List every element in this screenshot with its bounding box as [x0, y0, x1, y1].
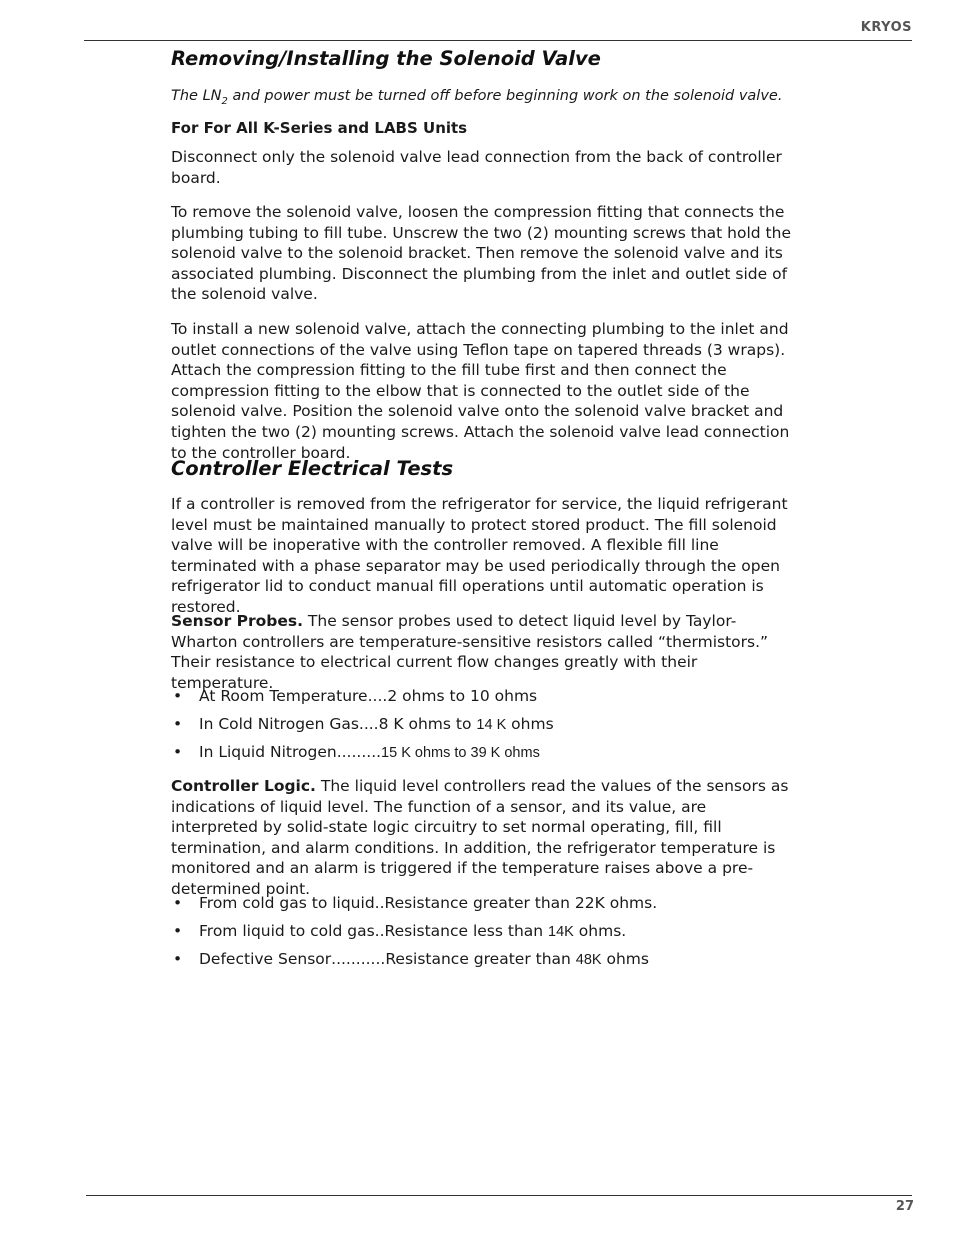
- header-brand: KRYOS: [860, 20, 912, 35]
- list-item: [171, 742, 554, 770]
- safety-note: [171, 86, 782, 112]
- item-leader: ....: [367, 687, 388, 705]
- page-number: 27: [895, 1199, 914, 1214]
- list-item: [171, 921, 657, 949]
- item-leader: .........: [336, 743, 382, 761]
- item-value: 8 K ohms to: [378, 715, 477, 733]
- logic-resistance-list: [171, 893, 657, 977]
- lead-controller-logic: Controller Logic.: [171, 777, 316, 795]
- item-label: From cold gas to liquid: [199, 894, 375, 912]
- item-value-unit: ohms: [601, 950, 649, 968]
- item-value-figure: 14K: [548, 924, 574, 940]
- paragraph-disconnect: [171, 147, 796, 188]
- item-value: Resistance greater than 22K ohms.: [384, 894, 658, 912]
- item-label: Defective Sensor: [199, 950, 332, 968]
- note-text-rest: and power must be turned off before beginning work on the solenoid valve.: [227, 88, 783, 104]
- item-value: 2 ohms to 10 ohms: [387, 687, 538, 705]
- paragraph-text: To install a new solenoid valve, attach the connecting plumbing to the inlet and outlet connections of the valve using Teflon tape on tapered threads (3 wraps). Attach the compression fitting to the fill tube first and then connect the compression fitting to the elbow that is connected to the outlet side of the solenoid valve. Position the solenoid valve onto the solenoid valve bracket and tighten the two (2) mounting screws. Attach the solenoid valve lead connection to the controller board.: [171, 320, 790, 462]
- item-leader: ..: [374, 922, 385, 940]
- paragraph-text: [171, 776, 796, 900]
- item-value: Resistance less than: [384, 922, 549, 940]
- item-value-figure: 48K: [575, 952, 602, 968]
- paragraph-sensor-probes: [171, 611, 796, 693]
- subheading-k-series: For For All K-Series and LABS Units: [171, 119, 468, 137]
- sensor-resistance-list: [171, 686, 554, 770]
- item-value-unit: ohms: [506, 715, 554, 733]
- paragraph-intro: [171, 494, 796, 618]
- paragraph-remove: [171, 202, 796, 305]
- section-title-solenoid: Removing/Installing the Solenoid Valve: [171, 47, 601, 70]
- list-item: [171, 949, 657, 977]
- logic-text: The liquid level controllers read the values of the sensors as indications of liquid level. The function of a sensor, and its value, are interpreted by solid-state logic circuitry to set normal operating, fill, fill termination, and alarm conditions. In addition, the refrigerator temperature is monitored and an alarm is triggered if the temperature raises above a pre-determined point.: [171, 777, 789, 898]
- item-value: Resistance greater than: [385, 950, 576, 968]
- footer-rule: [86, 1195, 912, 1196]
- paragraph-controller-logic: [171, 776, 796, 900]
- item-label: At Room Temperature: [199, 687, 368, 705]
- item-label: In Cold Nitrogen Gas: [199, 715, 359, 733]
- item-leader: ...........: [331, 950, 386, 968]
- lead-sensor-probes: Sensor Probes.: [171, 612, 303, 630]
- item-leader: ..: [374, 894, 385, 912]
- list-item: [171, 686, 554, 714]
- item-value-unit: ohms.: [573, 922, 627, 940]
- paragraph-text: Disconnect only the solenoid valve lead connection from the back of controller board.: [171, 148, 782, 187]
- paragraph-text: To remove the solenoid valve, loosen the compression fitting that connects the plumbing tubing to fill tube. Unscrew the two (2) mounting screws that hold the solenoid valve to the solenoid bracket. Then remove the solenoid valve and its associated plumbing. Disconnect the plumbing from the inlet and outlet side of the solenoid valve.: [171, 203, 791, 304]
- item-leader: ....: [358, 715, 379, 733]
- paragraph-text: If a controller is removed from the refrigerator for service, the liquid refrigerant level must be maintained manually to protect stored product. The fill solenoid valve will be inoperative with the controller removed. A flexible fill line terminated with a phase separator may be used periodically through the open refrigerator lid to conduct manual fill operations until automatic operation is restored.: [171, 495, 788, 616]
- sensor-text: The sensor probes used to detect liquid level by Taylor-Wharton controllers are temperature-sensitive resistors called “thermistors.” Their resistance to electrical current flow changes greatly with their temperature.: [171, 612, 769, 692]
- paragraph-install: [171, 319, 796, 463]
- paragraph-text: [171, 611, 796, 693]
- item-value-figure: 15 K ohms to 39 K ohms: [381, 745, 540, 761]
- list-item: [171, 893, 657, 921]
- note-text: The LN: [171, 88, 222, 104]
- section-title-electrical-tests: Controller Electrical Tests: [171, 457, 454, 480]
- header-rule: [84, 40, 912, 41]
- item-label: From liquid to cold gas: [199, 922, 375, 940]
- item-label: In Liquid Nitrogen: [199, 743, 337, 761]
- note-subscript: 2: [221, 95, 228, 107]
- item-value-figure: 14 K: [476, 717, 507, 733]
- list-item: [171, 714, 554, 742]
